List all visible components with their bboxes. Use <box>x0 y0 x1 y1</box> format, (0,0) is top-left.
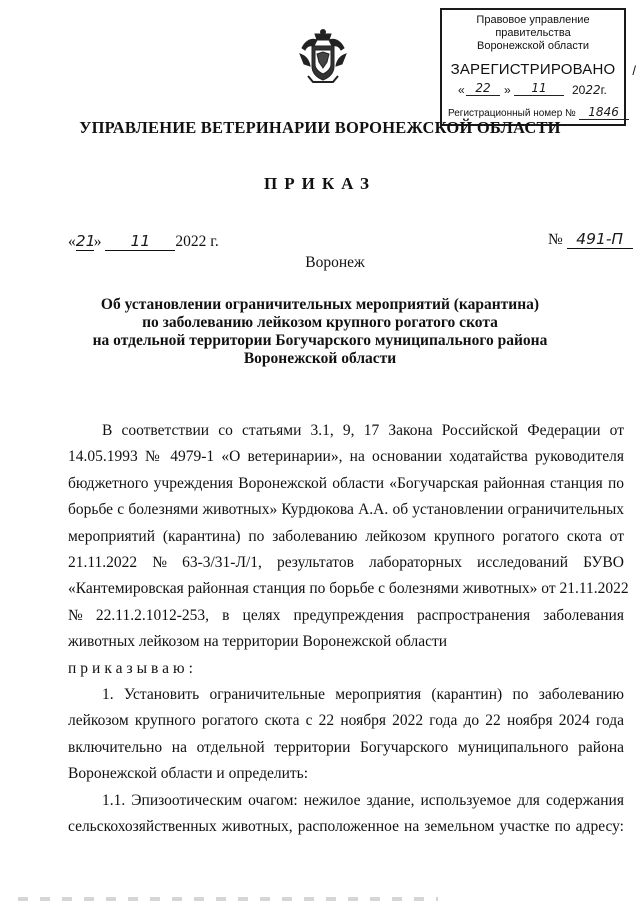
body-line: «Кантемировская районная станция по борьбе с болезнями животных» от 21.11.2022 <box>68 580 629 598</box>
order-date-year: 2022 г. <box>175 233 219 250</box>
stamp-date-row: « 22 » 11 2022г. <box>458 81 607 97</box>
order-body <box>68 418 629 841</box>
body-line: 1.1. Эпизоотическим очагом: нежилое здание, используемое для содержания <box>102 791 624 809</box>
stamp-month: 11 <box>514 82 564 96</box>
body-line: мероприятий (карантина) по заболеванию лейкозом крупного рогатого скота от <box>68 527 624 545</box>
body-line: борьбе с болезнями животных» Курдюкова А.А. об установлении ограничительных <box>68 501 624 519</box>
stamp-status: ЗАРЕГИСТРИРОВАНО <box>450 61 616 78</box>
body-line: 21.11.2022 № 63-3/31-Л/1, результатов лабораторных исследований БУВО <box>68 554 624 572</box>
body-line: бюджетного учреждения Воронежской области «Богучарская районная станция по <box>68 474 624 492</box>
body-line: 1. Установить ограничительные мероприятия (карантин) по заболеванию <box>102 686 624 704</box>
body-line: В соответствии со статьями 3.1, 9, 17 Закона Российской Федерации от <box>102 422 624 439</box>
registration-stamp <box>440 8 636 126</box>
body-line: № 22.11.2.1012-253, в целях предупреждения распространения заболевания <box>68 606 624 624</box>
body-line: лейкозом крупного рогатого скота с 22 ноября 2022 года до 22 ноября 2024 года <box>68 712 624 730</box>
stamp-year: 2022г. <box>572 83 607 97</box>
document-type-heading: ПРИКАЗ <box>264 174 376 193</box>
stamp-reg-label: Регистрационный номер № <box>448 108 576 119</box>
stamp-corner-mark: / <box>632 63 636 78</box>
stamp-reg-number: 1846 <box>579 106 629 120</box>
order-title-line: Воронежской области <box>243 350 397 367</box>
order-number-value: 491-П <box>567 230 633 249</box>
city-name: Воронеж <box>305 254 365 271</box>
order-number: № 491-П <box>548 230 633 249</box>
body-line: сельскохозяйственных животных, расположенное на земельном участке по адресу: <box>68 818 624 836</box>
stamp-day: 22 <box>466 82 500 96</box>
order-title-line: на отдельной территории Богучарского муниципального района <box>92 332 548 349</box>
order-word: приказываю: <box>68 659 197 677</box>
order-date-month: 11 <box>105 232 175 251</box>
order-title-line: по заболеванию лейкозом крупного рогатого скота <box>142 314 498 331</box>
order-date: «21» 11 2022 г. <box>68 232 219 250</box>
order-title <box>0 296 640 368</box>
body-line: 14.05.1993 № 4979-1 «О ветеринарии», на основании ходатайства руководителя <box>68 448 624 466</box>
order-title-line: Об установлении ограничительных мероприятий (карантина) <box>100 296 540 313</box>
body-line: животных лейкозом на территории Воронежской области <box>68 633 448 651</box>
order-date-day: 21 <box>75 232 96 250</box>
coat-of-arms-emblem <box>298 28 348 86</box>
stamp-region-line: Воронежской области <box>476 40 589 52</box>
organization-heading: УПРАВЛЕНИЕ ВЕТЕРИНАРИИ ВОРОНЕЖСКОЙ ОБЛАСТИ <box>79 118 561 137</box>
page-cut-marks <box>18 897 438 901</box>
body-line: включительно на отдельной территории Богучарского муниципального района <box>68 738 624 756</box>
body-line: Воронежской области и определить: <box>68 765 309 783</box>
stamp-authority-line: Правовое управление правительства <box>476 14 590 39</box>
